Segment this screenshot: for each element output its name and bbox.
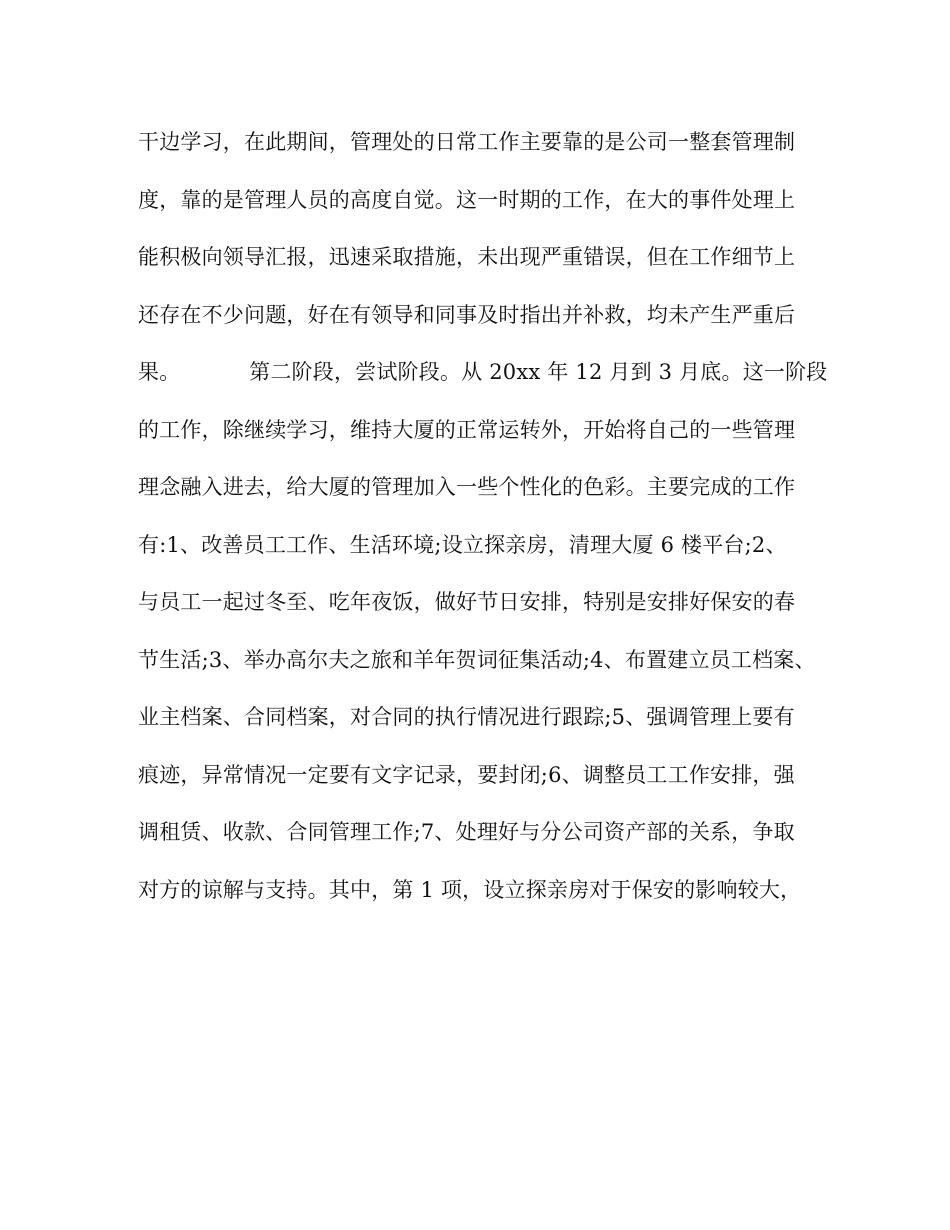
text-line: 果。 第二阶段，尝试阶段。从 20xx 年 12 月到 3 月底。这一阶段: [138, 360, 828, 384]
text-line: 有:1、改善员工工作、生活环境;设立探亲房，清理大厦 6 楼平台;2、: [138, 532, 787, 557]
text-line: 痕迹，异常情况一定要有文字记录，要封闭;6、调整员工工作安排，强: [138, 762, 795, 787]
document-text: [138, 122, 838, 927]
text-line: 度，靠的是管理人员的高度自觉。这一时期的工作，在大的事件处理上: [138, 187, 796, 212]
text-line: 与员工一起过冬至、吃年夜饭，做好节日安排，特别是安排好保安的春: [138, 590, 796, 614]
text-line: 业主档案、合同档案，对合同的执行情况进行跟踪;5、强调管理上要有: [138, 705, 795, 729]
text-line: 对方的谅解与支持。其中，第 1 项，设立探亲房对于保安的影响较大，: [138, 877, 802, 902]
text-line: 干边学习，在此期间，管理处的日常工作主要靠的是公司一整套管理制: [138, 130, 796, 154]
text-line: 节生活;3、举办高尔夫之旅和羊年贺词征集活动;4、布置建立员工档案、: [138, 647, 816, 672]
text-line: 的工作，除继续学习，维持大厦的正常运转外，开始将自己的一些管理: [138, 417, 796, 442]
text-line: 理念融入进去，给大厦的管理加入一些个性化的色彩。主要完成的工作: [138, 475, 796, 499]
text-line: 调租赁、收款、合同管理工作;7、处理好与分公司资产部的关系，争取: [138, 820, 795, 844]
text-line: 能积极向领导汇报，迅速采取措施，未出现严重错误，但在工作细节上: [138, 245, 796, 269]
text-line: 还存在不少问题，好在有领导和同事及时指出并补救，均未产生严重后: [138, 302, 796, 327]
